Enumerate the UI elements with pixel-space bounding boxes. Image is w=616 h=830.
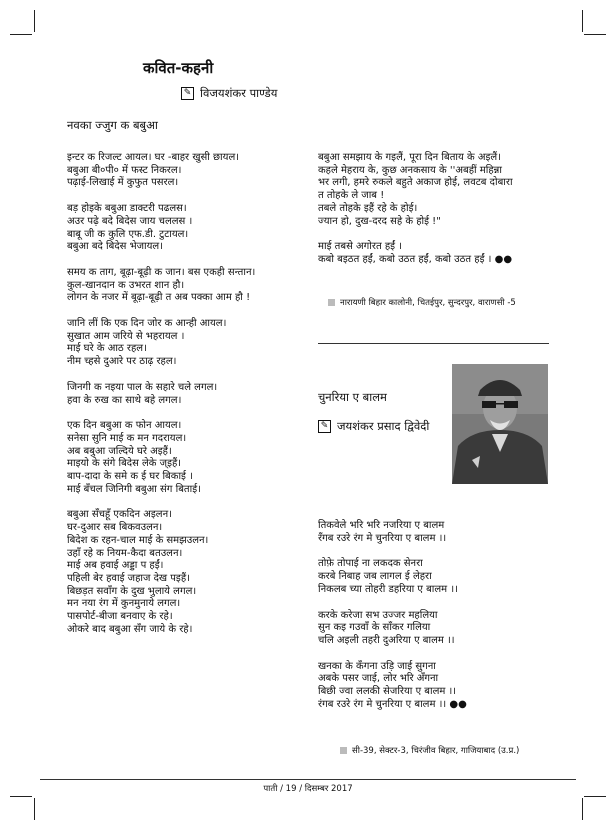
byline-2 <box>318 419 429 434</box>
poem-line: करके करेजा सभ उज्जर महलिया <box>318 609 438 621</box>
page-footer: पाती / 19 / दिसम्बर 2017 <box>263 784 353 794</box>
poem-left-column <box>67 152 255 637</box>
poem-line: पहिली बेर हवाई जहाज देख पइहैं। <box>67 572 190 584</box>
crop-mark <box>582 10 583 32</box>
stanza-gap <box>67 190 255 203</box>
poem-line: बिछी ज्वा ललकी सेजरिया ए बालम ।। <box>318 686 457 698</box>
pen-box-icon: ✎ <box>318 420 331 433</box>
poem-line: कुल-खानदान क उभरत शान हौ। <box>67 279 185 291</box>
poem-line: माई तबसे अगोरत हईं । <box>318 241 403 253</box>
poem-line: त तोहके ले जाब ! <box>318 190 385 202</box>
poem2-body <box>318 520 467 711</box>
address-text-2: सी-39, सेक्टर-3, चिरंजीव बिहार, गाजियाबाद (उ.प्र.) <box>352 746 520 756</box>
address-line <box>328 297 516 308</box>
grey-square-icon <box>328 299 335 306</box>
poem-line: करबे निबाह जब लागल ई लेहरा <box>318 571 432 583</box>
stanza-gap <box>67 407 255 420</box>
poem-line: माइयो के संगे बिदेस लेके ज्इहैं। <box>67 458 182 470</box>
crop-mark <box>34 10 35 32</box>
stanza-gap <box>67 496 255 509</box>
crop-mark <box>10 34 32 35</box>
poem-line: बड़ होइके बबुआ डाक्टरी पढलस। <box>67 203 187 215</box>
poem-line: कहले मेहराय के, कुछ अनकसाय के ''अबहीं महिन्ना <box>318 164 502 176</box>
poem-line: जानि लीं कि एक दिन जोर क आन्ही आयल। <box>67 318 227 330</box>
poem-line: बिछड़त सवाँग के दुख भुलाये लगल। <box>67 585 197 597</box>
poem-line: सुन कइ गउवाँ के साँकर गलिया <box>318 622 431 634</box>
poem-line: तोफ़े तोपाई ना लकदक सेनरा <box>318 558 423 570</box>
poem-line: लोगन के नजर में बूढ़ा-बूढ़ी त अब पक्का आम हौ ! <box>67 292 251 304</box>
poem-line: सनेसा सुनि माई क मन गदरायल। <box>67 432 187 444</box>
crop-mark <box>10 796 32 797</box>
poem-line: बबुआ सँचहूँ एकदिन अइलन। <box>67 509 172 521</box>
poem-line: उहाँ रहे क नियम-कैदा बतउलन। <box>67 547 183 559</box>
byline <box>181 86 277 101</box>
poem-line: माई अब हवाई अड्डा प हईं। <box>67 560 164 572</box>
poem-line: जिनगी क नइया पाल के सहारे चले लगल। <box>67 381 218 393</box>
poem-line: माई बँचल जिनिगी बबुआ संग बिताई। <box>67 483 201 495</box>
divider <box>318 343 549 344</box>
stanza-gap <box>67 254 255 267</box>
poem-line: बबुआ समझाय के गइलैं, पूरा दिन बिताय के अइलैं। <box>318 152 501 163</box>
poem-line: पासपोर्ट-बीजा बनवाए के रहे। <box>67 611 173 623</box>
poem-line: रँगब रउरे रंग मे चुनरिया ए बालम ।। <box>318 532 447 544</box>
poem-line: एक दिन बबुआ क फोन आयल। <box>67 420 182 432</box>
stanza-gap <box>318 228 513 241</box>
poem-line: बबुआ बदे बिदेस भेजायल। <box>67 241 163 253</box>
poem-line: निकलब च्या तोहरी डहरिया ए बालम ।। <box>318 583 458 595</box>
poem-line: भर लगी, हमरे रुकले बहुते अकाज होई, लवटब दोबारा <box>318 177 513 189</box>
footer-rule <box>40 779 576 780</box>
poem-line: मन नया रंग में कुनमुनाये लगल। <box>67 598 181 610</box>
poem-line: सुखात आम जरिये से भहरायल । <box>67 330 185 342</box>
poem-line: ओकरे बाद बबुआ सँग जाये के रहे। <box>67 623 193 635</box>
poem-line: बिदेश क रहन-चाल माई के समझउलन। <box>67 534 209 546</box>
pen-box-icon: ✎ <box>181 87 194 100</box>
poem-title: नवका ज्जुग क बबुआ <box>67 118 158 132</box>
poem-line: बाबू जी क कुलि एफ.डी. टुटायल। <box>67 228 189 240</box>
poem-line: तिकवेले भरि भरि नजरिया ए बालम <box>318 520 445 531</box>
poem-line: हवा के रुख का साथे बहे लगल। <box>67 394 182 406</box>
crop-mark <box>582 798 583 820</box>
crop-mark <box>584 34 606 35</box>
poem-line: ज्यान हो, दुख-दरद सहे के होई !" <box>318 215 441 227</box>
poem-line: नीम च्हसे दुआरे पर ठाढ़ रहल। <box>67 356 177 368</box>
poem-line: बाप-दादा के समे क ई घर बिकाई । <box>67 471 193 483</box>
author-name-2: जयशंकर प्रसाद द्विवेदी <box>337 419 430 433</box>
poem-line: चलि अइली तहरी दुअरिया ए बालम ।। <box>318 634 455 646</box>
author-photo <box>452 364 548 484</box>
stanza-gap <box>318 597 467 610</box>
crop-mark <box>584 796 606 797</box>
grey-square-icon <box>340 747 347 754</box>
poem-line: अबके पसर जाई, लोर भरि अँगना <box>318 673 439 685</box>
stanza-gap <box>318 648 467 661</box>
stanza-gap <box>67 305 255 318</box>
poem-line: खनका के कँगना उड़ि जाई सुगना <box>318 660 436 672</box>
poem-title-2: चुनरिया ए बालम <box>318 390 387 404</box>
poem-line: तबले तोहके इहैं रहे के होई। <box>318 202 418 214</box>
stanza-gap <box>318 545 467 558</box>
poem-line: समय क ताग, बूढ़ा-बूढ़ी क जान। बस एकही सन्तान। <box>67 266 256 278</box>
poem-line: घर-दुआर सब बिकवउलन। <box>67 522 163 534</box>
poem-right-column <box>318 152 513 267</box>
stanza-gap <box>67 369 255 382</box>
poem-line: माई घरे के आठ रहल। <box>67 343 147 355</box>
address-line-2 <box>340 745 519 756</box>
poem-line: बबुआ बी०पी० में फस्ट निकरल। <box>67 164 182 176</box>
poem-line: रंगब रउरे रंग मे चुनरिया ए बालम ।। ●● <box>318 698 467 710</box>
poem-line: अब बबुआ जल्दिये घरे अइहैं। <box>67 445 172 457</box>
poem-line: पढ़ाई-लिखाई में कुफुत पसरल। <box>67 177 179 189</box>
section-title: कवित-कहनी <box>143 59 214 77</box>
address-text: नारायणी बिहार कालोनी, चितईपुर, सुन्दरपुर, वाराणसी -5 <box>340 298 516 308</box>
author-name: विजयशंकर पाण्डेय <box>200 86 278 100</box>
poem-line: अउर पढ़े बदे बिदेस जाय चललस । <box>67 215 193 227</box>
poem-line: कबो बइठत हईं, कबो उठत हईं, कबो उठत हईं । ●● <box>318 253 513 265</box>
crop-mark <box>34 798 35 820</box>
poem-line: इन्टर क रिजल्ट आयल। घर -बाहर खुसी छायल। <box>67 152 240 163</box>
